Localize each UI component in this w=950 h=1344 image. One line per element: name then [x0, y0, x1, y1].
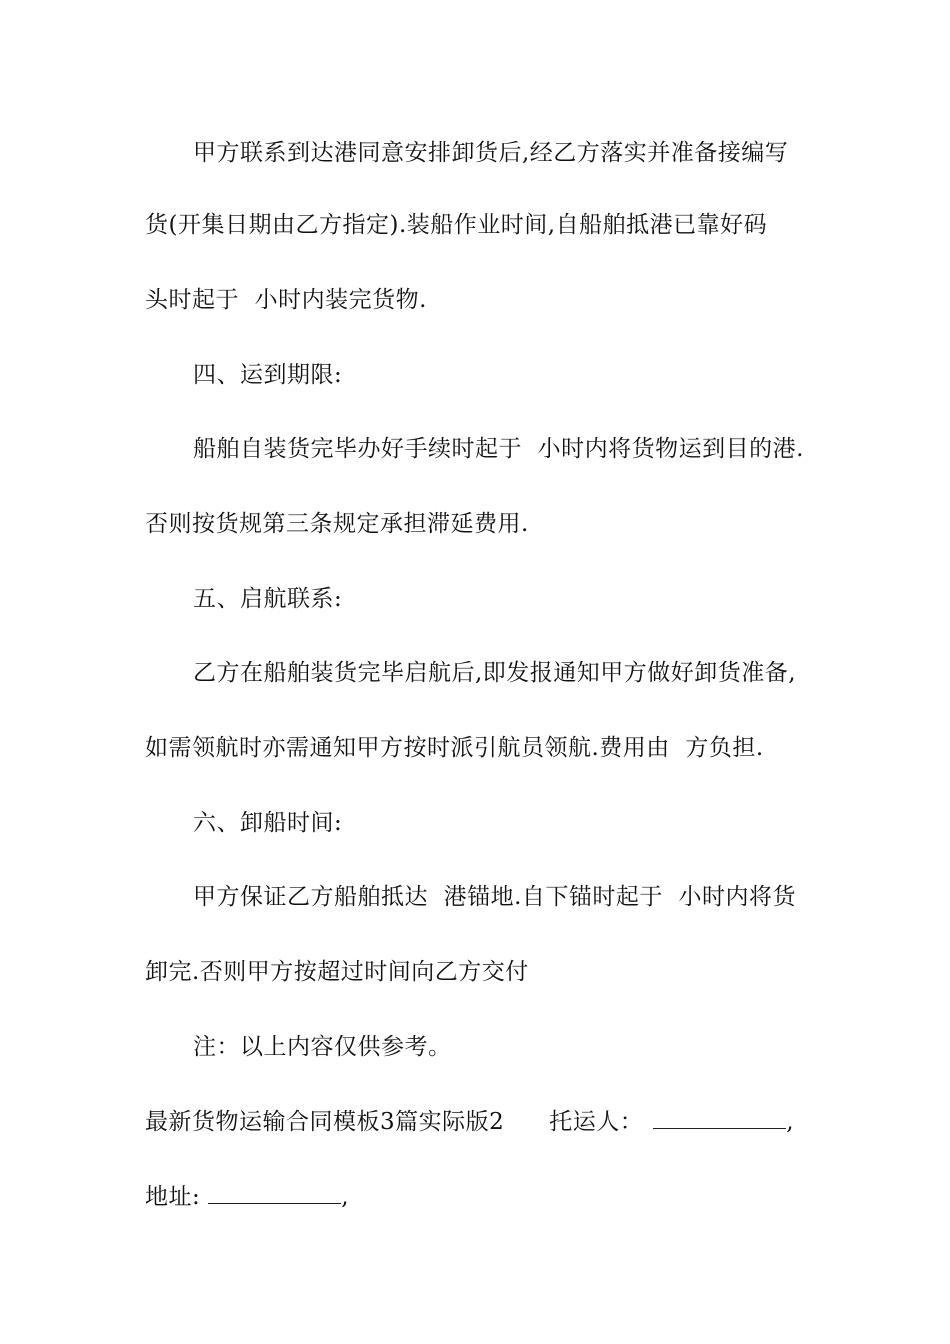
- address-line: [145, 1181, 349, 1212]
- note-line: 注：以上内容仅供参考。: [193, 1034, 452, 1060]
- paragraph-line: 否则按货规第三条规定承担滞延费用.: [145, 511, 529, 537]
- paragraph-line: 卸完.否则甲方按超过时间向乙方交付: [145, 959, 529, 985]
- shipper-suffix: ,: [786, 1109, 795, 1135]
- shipper-label: 托运人：: [549, 1109, 644, 1135]
- paragraph-line: 船舶自装货完毕办好手续时起于 小时内将货物运到目的港.: [193, 436, 804, 462]
- heading-line: [145, 1106, 794, 1137]
- shipper-blank: [653, 1106, 786, 1129]
- paragraph-line: 头时起于 小时内装完货物.: [145, 287, 427, 313]
- address-suffix: ,: [341, 1184, 350, 1210]
- section-heading: 五、启航联系:: [193, 586, 343, 612]
- document-title: 最新货物运输合同模板3篇实际版2: [145, 1109, 505, 1135]
- section-heading: 四、运到期限:: [193, 362, 343, 388]
- address-blank: [208, 1181, 341, 1204]
- paragraph-line: 货(开集日期由乙方指定).装船作业时间,自船舶抵港已靠好码: [145, 212, 768, 238]
- section-heading: 六、卸船时间:: [193, 810, 343, 836]
- paragraph-line: 甲方保证乙方船舶抵达 港锚地.自下锚时起于 小时内将货: [193, 884, 797, 910]
- paragraph-line: 如需领航时亦需通知甲方按时派引航员领航.费用由 方负担.: [145, 735, 764, 761]
- paragraph-line: 乙方在船舶装货完毕启航后,即发报通知甲方做好卸货准备,: [193, 660, 797, 686]
- paragraph-line: 甲方联系到达港同意安排卸货后,经乙方落实并准备接编写: [193, 140, 789, 166]
- address-label: 地址:: [145, 1184, 201, 1210]
